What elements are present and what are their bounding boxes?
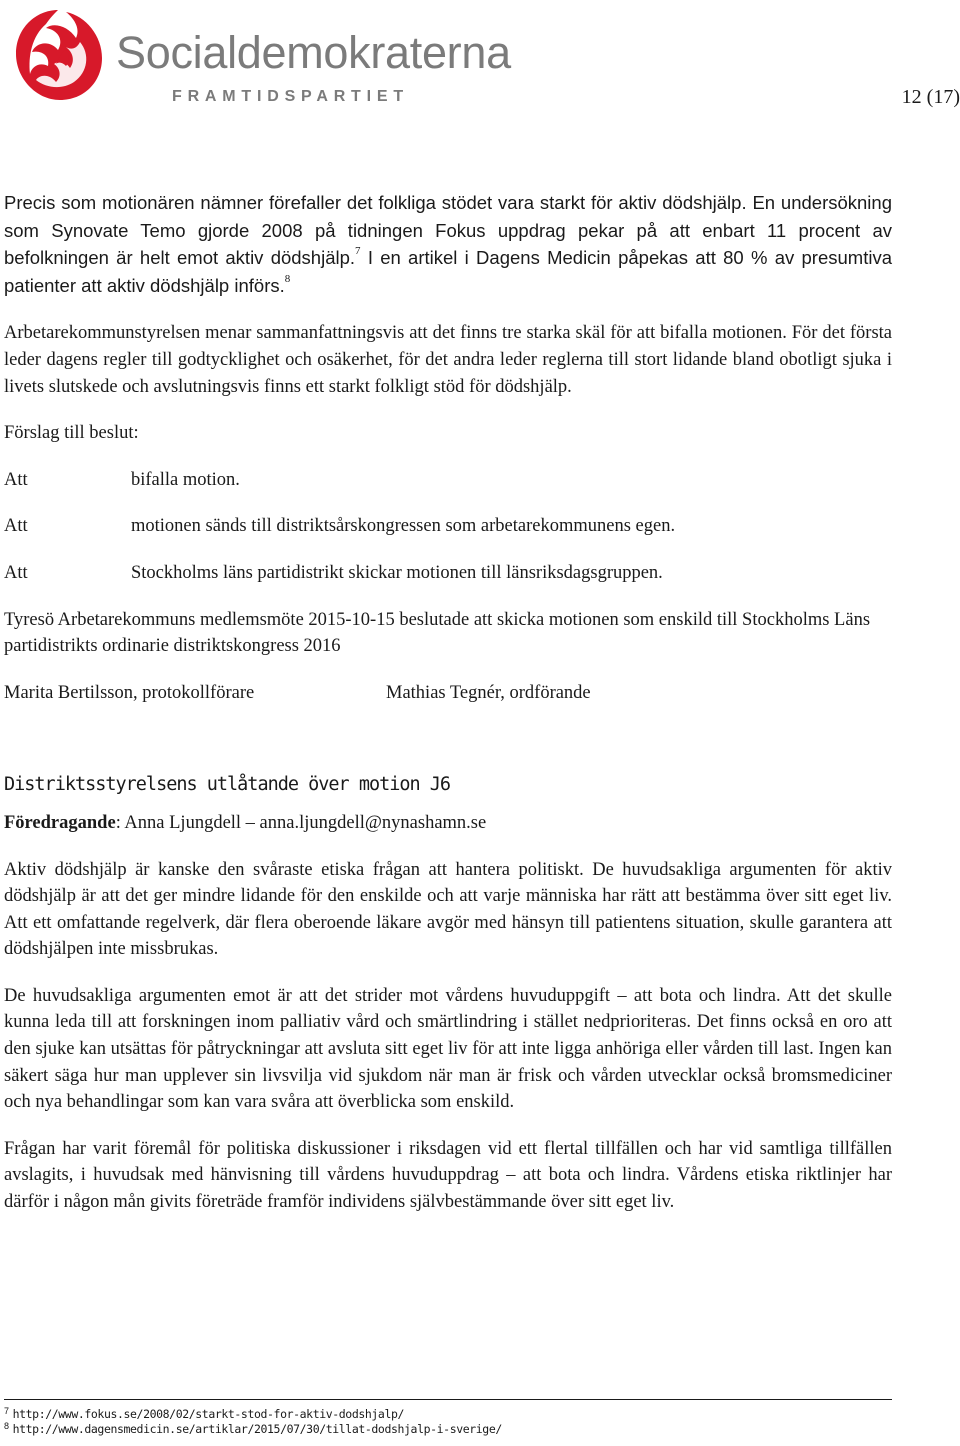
- support-text-part2: I en artikel i Dagens Medicin påpekas att 80 % av presumtiva patienter att aktiv dödshjälp införs.: [4, 247, 892, 296]
- footnote-link[interactable]: http://www.dagensmedicin.se/artiklar/2015/07/30/tillat-dodshjalp-i-sverige/: [12, 1422, 502, 1436]
- att-word: Att: [4, 469, 28, 490]
- footnote-ref-7: 7: [355, 245, 361, 258]
- presenter-label: Föredragande: [4, 812, 116, 833]
- att-word: Att: [4, 562, 28, 583]
- page-number: 12 (17): [901, 86, 960, 108]
- att-word: Att: [4, 516, 28, 537]
- footnote-8: [4, 1422, 892, 1437]
- document-body: [4, 190, 892, 1236]
- signatures: [4, 680, 892, 707]
- presenter-line: [4, 810, 892, 837]
- motion-paragraph-summary: Arbetarekommunstyrelsen menar sammanfattningsvis att det finns tre starka skäl för att bifalla motionen. För det första leder dagens regler till godtycklighet och osäkerhet, för det andra leder reglerna till stort lidande bland obotligt sjuka i livets slutskede och avslutningsvis finns ett starkt folkligt stöd för dödshjälp.: [4, 323, 892, 397]
- statement-heading: Distriktsstyrelsens utlåtande över motion J6: [4, 774, 451, 796]
- decision-paragraph: Tyresö Arbetarekommuns medlemsmöte 2015-10-15 beslutade att skicka motionen som enskild till Stockholms Läns partidistrikts ordinarie distriktskongress 2016: [4, 609, 871, 657]
- rose-logo-icon: [6, 6, 110, 106]
- footnote-link[interactable]: http://www.fokus.se/2008/02/starkt-stod-for-aktiv-dodshjalp/: [12, 1407, 405, 1421]
- footnotes: [4, 1399, 892, 1437]
- proposal-label: Förslag till beslut:: [4, 423, 139, 444]
- att-item: [4, 467, 892, 494]
- footnote-number: 7: [4, 1406, 9, 1416]
- statement-paragraph-2: De huvudsakliga argumenten emot är att det strider mot vårdens huvuduppgift – att bota och lindra. Att det skulle kunna leda till att forskningen inom palliativ vård och smärtlindring i stället nedprioriteras. Det finns också en oro att den sjuke kan utsättas för påtryckningar att avsluta sitt eget liv för att inte ligga anhöriga eller vården till last. Ingen kan säkert säga hur man upplever sin livsvilja vid sjukdom när man är frisk och vården utvecklar också bromsmediciner och nya behandlingar som kan vara svåra att överblicka som enskild.: [4, 985, 892, 1113]
- motion-paragraph-support: [4, 190, 892, 300]
- footnote-number: 8: [4, 1421, 9, 1431]
- att-text: motionen sänds till distriktsårskongressen som arbetarekommunens egen.: [131, 516, 676, 537]
- logo-tagline: FRAMTIDSPARTIET: [172, 88, 409, 105]
- presenter-value: : Anna Ljungdell – anna.ljungdell@nynashamn.se: [115, 812, 487, 833]
- att-text: Stockholms läns partidistrikt skickar motionen till länsriksdagsgruppen.: [131, 562, 663, 583]
- party-logo: [6, 6, 511, 106]
- signature-chair: Mathias Tegnér, ordförande: [386, 682, 591, 703]
- logo-wordmark: Socialdemokraterna: [116, 27, 511, 78]
- footnote-7: [4, 1407, 892, 1422]
- statement-paragraph-3: Frågan har varit föremål för politiska diskussioner i riksdagen vid ett flertal tillfällen och har vid samtliga tillfällen avslagits, i huvudsak med hänvisning till vårdens huvuduppdrag – att bota och lindra. Vårdens etiska riktlinjer har därför i någon mån givits företräde framför individens självbestämmande över sitt eget liv.: [4, 1138, 892, 1213]
- att-item: [4, 513, 892, 540]
- statement-paragraph-1: Aktiv dödshjälp är kanske den svåraste etiska frågan att hantera politiskt. De huvudsakliga argumenten för aktiv dödshjälp är att det ger mindre lidande för den enskilde och att varje människa har rätt att bestämma över sitt eget liv. Att ett omfattande regelverk, där flera oberoende läkare avgör med hänsyn till patientens situation, skulle garantera att dödshjälpen inte missbrukas.: [4, 859, 892, 960]
- support-text-part1: Precis som motionären nämner förefaller det folkliga stödet vara starkt för aktiv dödshjälp. En undersökning som Synovate Temo gjorde 2008 på tidningen Fokus uppdrag pekar på att enbart 11 procent av befolkningen är helt emot aktiv dödshjälp.: [4, 192, 892, 269]
- footnote-ref-8: 8: [284, 272, 291, 285]
- att-item: [4, 560, 892, 587]
- att-text: bifalla motion.: [131, 469, 240, 490]
- signature-secretary: Marita Bertilsson, protokollförare: [4, 682, 255, 703]
